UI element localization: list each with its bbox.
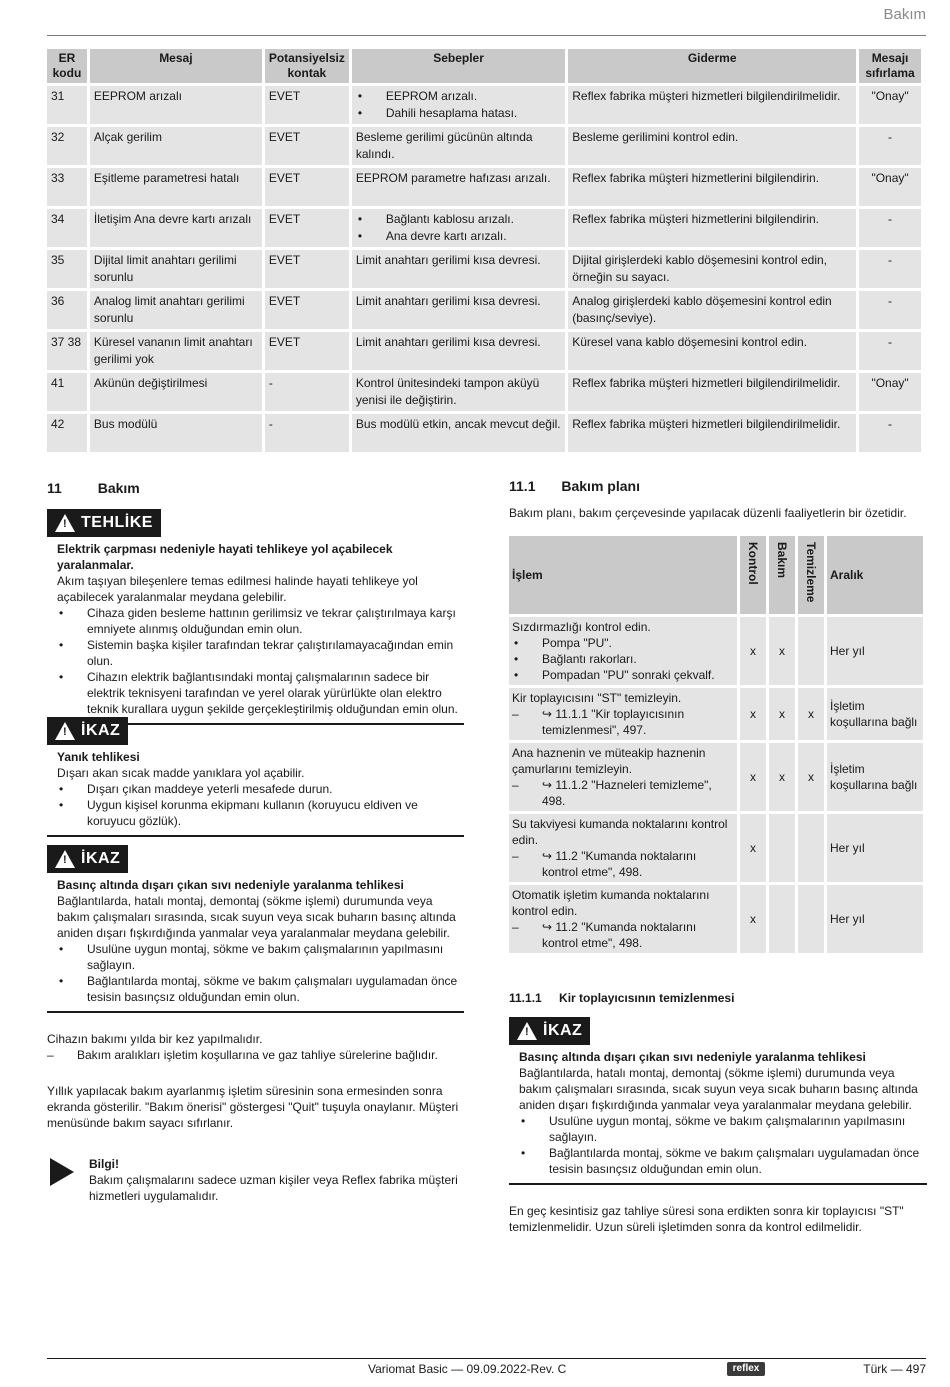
error-code-table xyxy=(44,46,924,455)
remedy: Reflex fabrika müşteri hizmetlerini bilgilendirin. xyxy=(568,168,856,206)
table-row xyxy=(47,373,921,411)
list-item: • Pompa "PU". xyxy=(512,635,734,651)
reset: - xyxy=(859,209,921,247)
caution-label-text: İKAZ xyxy=(81,722,121,739)
remedy: Besleme gerilimini kontrol edin. xyxy=(568,127,856,165)
danger-notice xyxy=(47,509,464,725)
col-header-causes: Sebepler xyxy=(352,49,565,83)
operation: Su takviyesi kumanda noktalarını kontrol edin. – ↪ 11.2 "Kumanda noktalarını kontrol etme", 498. xyxy=(509,814,737,882)
causes: Bus modülü etkin, ancak mevcut değil. xyxy=(352,414,565,452)
reset: "Onay" xyxy=(859,373,921,411)
list-item: • Ana devre kartı arızalı. xyxy=(356,228,561,245)
list-item: • Bağlantı kablosu arızalı. xyxy=(356,211,561,228)
warning-triangle-icon: ! xyxy=(55,722,75,740)
list-item: • Uygun kişisel korunma ekipmanı kullanın (koruyucu eldiven ve koruyucu gözlük). xyxy=(57,797,464,829)
caution-title: Yanık tehlikesi xyxy=(57,750,140,764)
maintenance-text xyxy=(47,1031,467,1131)
table-row xyxy=(47,86,921,124)
contact: - xyxy=(265,414,349,452)
warning-triangle-icon: ! xyxy=(55,850,75,868)
col-header-cleaning: Temizleme xyxy=(798,536,824,614)
danger-title: Elektrik çarpması nedeniyle hayati tehlikeye yol açabilecek yaralanmalar. xyxy=(57,542,393,572)
list-item: • EEPROM arızalı. xyxy=(356,88,561,105)
footer-page-number: Türk — 497 xyxy=(863,1362,926,1376)
caution-text: Bağlantılarda, hatalı montaj, demontaj (sökme işlemi) durumunda veya bakım çalışmaları sırasında, sıcak suyun veya sıcak buharın basınç altında aniden dışarı fışkırdığında yanmalar veya yaralanmalar meydana gelebilir. xyxy=(519,1066,918,1112)
er-code: 37 38 xyxy=(47,332,87,370)
message: İletişim Ana devre kartı arızalı xyxy=(90,209,262,247)
list-item: • Pompadan "PU" sonraki çekvalf. xyxy=(512,667,734,683)
reset: "Onay" xyxy=(859,86,921,124)
cleaning-mark xyxy=(798,885,824,953)
message: Dijital limit anahtarı gerilimi sorunlu xyxy=(90,250,262,288)
cross-reference-link[interactable]: – ↪ 11.2 "Kumanda noktalarını kontrol etme", 498. xyxy=(512,848,734,880)
header-divider xyxy=(47,35,926,36)
er-code: 34 xyxy=(47,209,87,247)
operation: Kir toplayıcısını "ST" temizleyin. – ↪ 11.1.1 "Kir toplayıcısının temizlenmesi", 497. xyxy=(509,688,737,740)
caution-label xyxy=(509,1017,590,1045)
cleaning-mark xyxy=(798,617,824,685)
cleaning-mark: x xyxy=(798,743,824,811)
reset: - xyxy=(859,250,921,288)
list-item: • Bağlantılarda montaj, sökme ve bakım çalışmaları uygulamadan önce tesisin basınçsız olduğundan emin olun. xyxy=(519,1145,927,1177)
caution-title: Basınç altında dışarı çıkan sıvı nedeniyle yaralanma tehlikesi xyxy=(57,878,404,892)
er-code: 36 xyxy=(47,291,87,329)
section-number: 11.1 xyxy=(509,478,536,494)
col-header-remedy: Giderme xyxy=(568,49,856,83)
info-play-icon xyxy=(50,1158,74,1186)
cross-reference-link[interactable]: – ↪ 11.2 "Kumanda noktalarını kontrol etme", 498. xyxy=(512,919,734,951)
remedy: Reflex fabrika müşteri hizmetleri bilgilendirilmelidir. xyxy=(568,86,856,124)
reset: - xyxy=(859,414,921,452)
message: Alçak gerilim xyxy=(90,127,262,165)
message: Akünün değiştirilmesi xyxy=(90,373,262,411)
cross-reference-link[interactable]: – ↪ 11.1.2 "Hazneleri temizleme", 498. xyxy=(512,777,734,809)
remedy: Küresel vana kablo döşemesini kontrol edin. xyxy=(568,332,856,370)
contact: - xyxy=(265,373,349,411)
remedy: Dijital girişlerdeki kablo döşemesini kontrol edin, örneğin su sayacı. xyxy=(568,250,856,288)
info-note xyxy=(89,1156,459,1204)
interval: İşletim koşullarına bağlı xyxy=(827,743,923,811)
reset: - xyxy=(859,332,921,370)
table-row xyxy=(509,688,923,740)
contact: EVET xyxy=(265,250,349,288)
cleaning-mark: x xyxy=(798,688,824,740)
list-item: • Cihaza giden besleme hattının gerilimsiz ve tekrar çalıştırılmaya karşı emniyete alınmış olduğundan emin olun. xyxy=(57,605,464,637)
table-row xyxy=(509,814,923,882)
table-row xyxy=(509,743,923,811)
danger-label xyxy=(47,509,161,537)
interval: Her yıl xyxy=(827,814,923,882)
table-row xyxy=(509,617,923,685)
list-item: • Sistemin başka kişiler tarafından tekrar çalıştırılamayacağından emin olun. xyxy=(57,637,464,669)
caution-label-text: İKAZ xyxy=(81,850,121,867)
caution-label-text: İKAZ xyxy=(543,1022,583,1039)
er-code: 33 xyxy=(47,168,87,206)
reset: - xyxy=(859,127,921,165)
caution-text: Bağlantılarda, hatalı montaj, demontaj (sökme işlemi) durumunda veya bakım çalışmaları sırasında, sıcak suyun veya sıcak buharın basınç altında aniden dışarı fışkırdığında yanmalar veya yaralanmalar meydana gelebilir. xyxy=(57,894,456,940)
list-item: • Bağlantı rakorları. xyxy=(512,651,734,667)
maintenance-interval-note: – Bakım aralıkları işletim koşullarına ve gaz tahliye sürelerine bağlıdır. xyxy=(47,1047,467,1063)
cleaning-mark xyxy=(798,814,824,882)
er-code: 42 xyxy=(47,414,87,452)
message: Eşitleme parametresi hatalı xyxy=(90,168,262,206)
er-code: 35 xyxy=(47,250,87,288)
cross-reference-link[interactable]: – ↪ 11.1.1 "Kir toplayıcısının temizlenmesi", 497. xyxy=(512,706,734,738)
section-11-1-1-heading xyxy=(509,990,734,1006)
caution-notice-burn xyxy=(47,717,464,837)
section-number: 11.1.1 xyxy=(509,991,542,1005)
maintenance-mark xyxy=(769,885,795,953)
causes: Limit anahtarı gerilimi kısa devresi. xyxy=(352,250,565,288)
caution-text: Dışarı akan sıcak madde yanıklara yol açabilir. xyxy=(57,766,305,780)
table-row xyxy=(47,209,921,247)
table-row xyxy=(509,885,923,953)
footer-divider xyxy=(47,1358,926,1359)
info-text: Bakım çalışmalarını sadece uzman kişiler veya Reflex fabrika müşteri hizmetleri uygulamalıdır. xyxy=(89,1173,458,1203)
contact: EVET xyxy=(265,168,349,206)
list-item: • Dahili hesaplama hatası. xyxy=(356,105,561,122)
maintenance-display-text: Yıllık yapılacak bakım ayarlanmış işletim süresinin sona ermesinden sonra ekranda gösterilir. "Bakım önerisi" göstergesi "Quit" tuşuyla onaylanır. Müşteri menüsünde bakım sayacı sıfırlanır. xyxy=(47,1084,459,1130)
control-mark: x xyxy=(740,885,766,953)
col-header-contact: Potansiyelsiz kontak xyxy=(265,49,349,83)
list-item: • Cihazın elektrik bağlantısındaki montaj çalışmalarının sadece bir elektrik teknisyeni tarafından ve yerel olarak yürürlükte olan elektro teknik kurallara uygun şekilde gerçekleştirilmiş olduğundan emin olun. xyxy=(57,669,464,717)
remedy: Analog girişlerdeki kablo döşemesini kontrol edin (basınç/seviye). xyxy=(568,291,856,329)
col-header-reset: Mesajı sıfırlama xyxy=(859,49,921,83)
page-header-title: Bakım xyxy=(883,6,926,23)
maintenance-mark: x xyxy=(769,688,795,740)
remedy: Reflex fabrika müşteri hizmetleri bilgilendirilmelidir. xyxy=(568,414,856,452)
footer-document-info: Variomat Basic — 09.09.2022-Rev. C xyxy=(368,1362,567,1376)
danger-text: Akım taşıyan bileşenlere temas edilmesi halinde hayati tehlikeye yol açabilecek yaralanmalar meydana gelebilir. xyxy=(57,574,418,604)
list-item: • Usulüne uygun montaj, sökme ve bakım çalışmalarının yapılmasını sağlayın. xyxy=(519,1113,927,1145)
remedy: Reflex fabrika müşteri hizmetlerini bilgilendirin. xyxy=(568,209,856,247)
table-row xyxy=(47,414,921,452)
control-mark: x xyxy=(740,688,766,740)
plan-intro: Bakım planı, bakım çerçevesinde yapılacak düzenli faaliyetlerin bir özetidir. xyxy=(509,506,907,520)
contact: EVET xyxy=(265,332,349,370)
message: Bus modülü xyxy=(90,414,262,452)
col-header-interval: Aralık xyxy=(827,536,923,614)
col-header-er-code: ER kodu xyxy=(47,49,87,83)
col-header-maintenance: Bakım xyxy=(769,536,795,614)
interval: Her yıl xyxy=(827,617,923,685)
warning-triangle-icon: ! xyxy=(55,514,75,532)
message: Analog limit anahtarı gerilimi sorunlu xyxy=(90,291,262,329)
col-header-message: Mesaj xyxy=(90,49,262,83)
strainer-cleaning-text: En geç kesintisiz gaz tahliye süresi sona erdikten sonra kir toplayıcısı "ST" temizlenmelidir. Uzun süreli işletimden sonra da kontrol edilmelidir. xyxy=(509,1204,904,1234)
table-row xyxy=(47,250,921,288)
reset: "Onay" xyxy=(859,168,921,206)
section-11-heading xyxy=(47,480,140,496)
reflex-logo: reflex xyxy=(727,1362,765,1376)
er-code: 41 xyxy=(47,373,87,411)
operation: Sızdırmazlığı kontrol edin. • Pompa "PU". • Bağlantı rakorları. • Pompadan "PU" sonraki çekvalf. xyxy=(509,617,737,685)
table-row xyxy=(47,291,921,329)
list-item: • Bağlantılarda montaj, sökme ve bakım çalışmaları uygulamadan önce tesisin basınçsız olduğundan emin olun. xyxy=(57,973,464,1005)
interval: İşletim koşullarına bağlı xyxy=(827,688,923,740)
section-title: Kir toplayıcısının temizlenmesi xyxy=(559,991,735,1005)
section-title: Bakım planı xyxy=(561,478,640,494)
section-11-1-heading xyxy=(509,478,640,494)
section-title: Bakım xyxy=(97,480,140,496)
table-row xyxy=(47,168,921,206)
caution-notice-strainer xyxy=(509,1017,927,1185)
message: EEPROM arızalı xyxy=(90,86,262,124)
maintenance-mark xyxy=(769,814,795,882)
causes xyxy=(352,86,565,124)
section-number: 11 xyxy=(47,480,62,496)
contact: EVET xyxy=(265,209,349,247)
warning-triangle-icon: ! xyxy=(517,1022,537,1040)
remedy: Reflex fabrika müşteri hizmetleri bilgilendirilmelidir. xyxy=(568,373,856,411)
interval: Her yıl xyxy=(827,885,923,953)
caution-label xyxy=(47,717,128,745)
table-row xyxy=(47,127,921,165)
caution-label xyxy=(47,845,128,873)
contact: EVET xyxy=(265,127,349,165)
causes: EEPROM parametre hafızası arızalı. xyxy=(352,168,565,206)
control-mark: x xyxy=(740,617,766,685)
causes xyxy=(352,209,565,247)
er-code: 31 xyxy=(47,86,87,124)
list-item: • Dışarı çıkan maddeye yeterli mesafede durun. xyxy=(57,781,464,797)
maintenance-mark: x xyxy=(769,617,795,685)
danger-label-text: TEHLİKE xyxy=(81,514,153,531)
maintenance-mark: x xyxy=(769,743,795,811)
message: Küresel vananın limit anahtarı gerilimi yok xyxy=(90,332,262,370)
col-header-operation: İşlem xyxy=(509,536,737,614)
caution-title: Basınç altında dışarı çıkan sıvı nedeniyle yaralanma tehlikesi xyxy=(519,1050,866,1064)
reset: - xyxy=(859,291,921,329)
contact: EVET xyxy=(265,291,349,329)
causes: Limit anahtarı gerilimi kısa devresi. xyxy=(352,291,565,329)
list-item: • Usulüne uygun montaj, sökme ve bakım çalışmalarının yapılmasını sağlayın. xyxy=(57,941,464,973)
operation: Ana haznenin ve müteakip haznenin çamurlarını temizleyin. – ↪ 11.1.2 "Hazneleri temizleme", 498. xyxy=(509,743,737,811)
operation: Otomatik işletim kumanda noktalarını kontrol edin. – ↪ 11.2 "Kumanda noktalarını kontrol etme", 498. xyxy=(509,885,737,953)
maintenance-yearly: Cihazın bakımı yılda bir kez yapılmalıdır. xyxy=(47,1032,263,1046)
col-header-control: Kontrol xyxy=(740,536,766,614)
causes: Limit anahtarı gerilimi kısa devresi. xyxy=(352,332,565,370)
control-mark: x xyxy=(740,814,766,882)
info-title: Bilgi! xyxy=(89,1157,119,1171)
maintenance-plan-table xyxy=(506,533,926,956)
contact: EVET xyxy=(265,86,349,124)
causes: Besleme gerilimi gücünün altında kalındı. xyxy=(352,127,565,165)
er-code: 32 xyxy=(47,127,87,165)
control-mark: x xyxy=(740,743,766,811)
causes: Kontrol ünitesindeki tampon aküyü yenisi ile değiştirin. xyxy=(352,373,565,411)
table-row xyxy=(47,332,921,370)
caution-notice-pressure xyxy=(47,845,464,1013)
